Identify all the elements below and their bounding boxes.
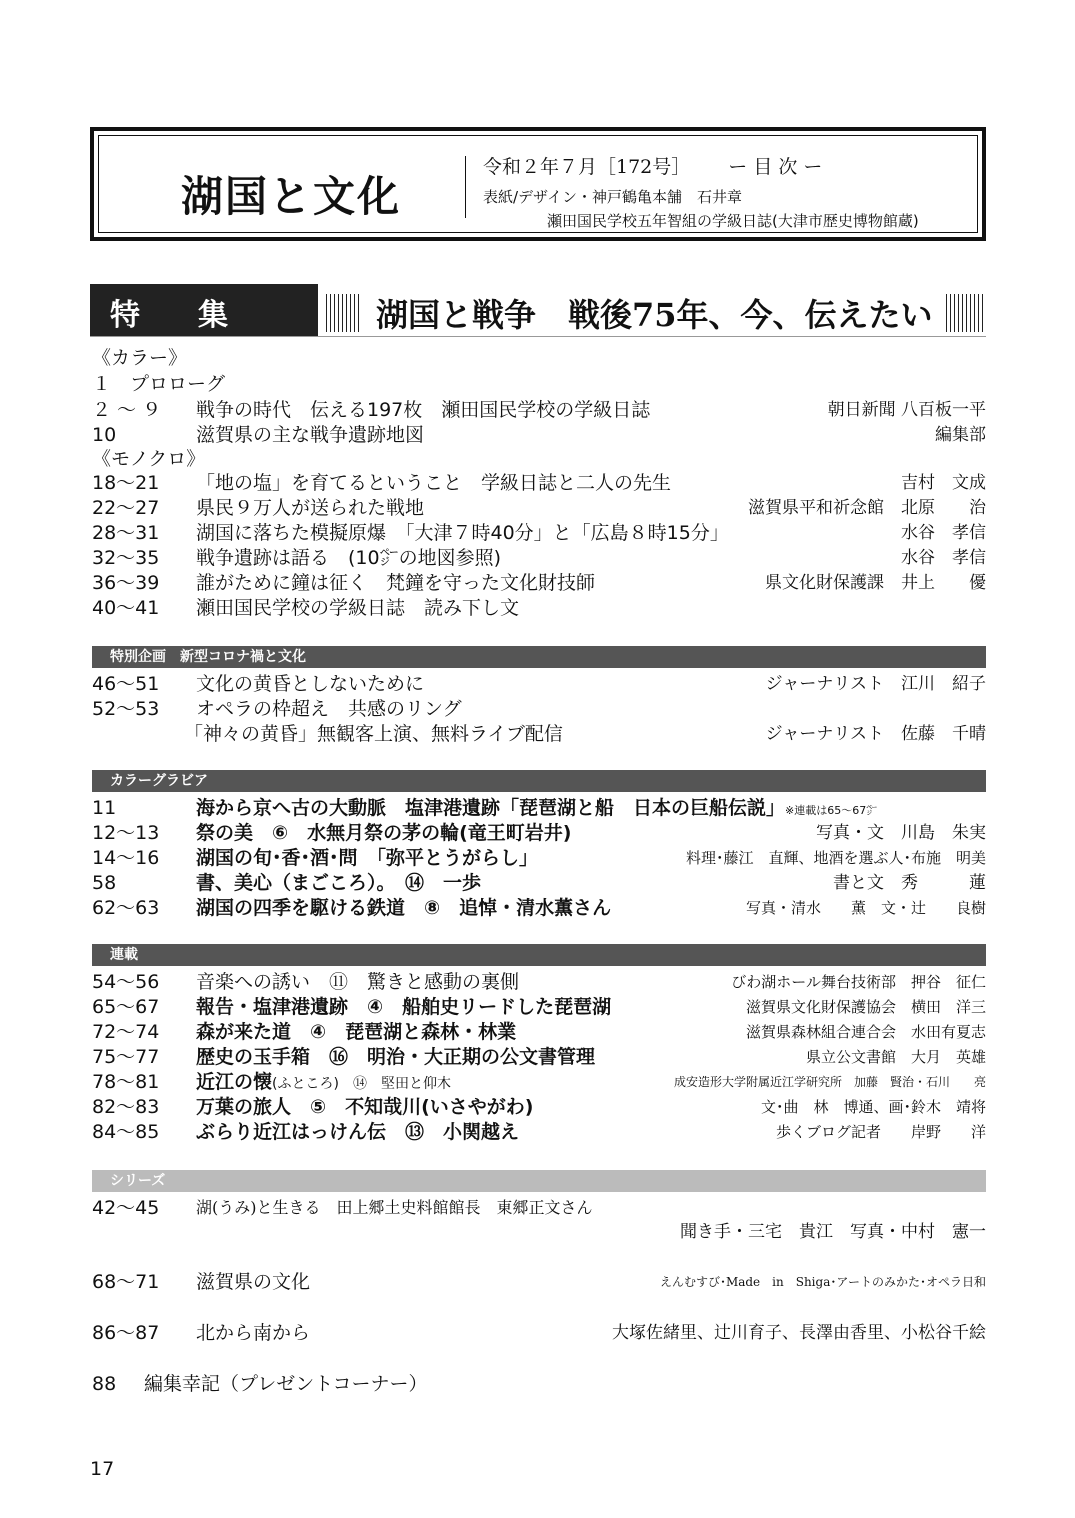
toc-row[interactable] bbox=[92, 423, 986, 447]
author: 滋賀県平和祈念館 北原 治 bbox=[748, 498, 986, 518]
page-range: 28～31 bbox=[92, 522, 160, 544]
toc-row[interactable] bbox=[92, 672, 986, 696]
page-range: 《カラー》 bbox=[92, 347, 188, 369]
author: 編集部 bbox=[935, 425, 986, 445]
page-range: 72～74 bbox=[92, 1021, 160, 1043]
toc-row[interactable] bbox=[92, 970, 986, 994]
author: 文･曲 林 博通、画･鈴木 靖将 bbox=[760, 1098, 986, 1116]
toc-row[interactable] bbox=[92, 1372, 986, 1396]
article-title: 滋賀県の文化 bbox=[196, 1271, 311, 1293]
article-title: 報告・塩津港遺跡 ④ 船舶史リードした琵琶湖 bbox=[196, 996, 612, 1018]
article-title: 書、美心（まごころ）。 ⑭ 一歩 bbox=[196, 872, 482, 894]
toc-row[interactable] bbox=[92, 722, 986, 746]
article-title: 万葉の旅人 ⑤ 不知哉川(いさやがわ) bbox=[196, 1096, 534, 1118]
toc-row[interactable] bbox=[92, 571, 986, 595]
toc-row[interactable] bbox=[92, 1045, 986, 1069]
section-header-serial: 連載 bbox=[92, 944, 986, 966]
author: ジャーナリスト 佐藤 千晴 bbox=[765, 724, 986, 744]
article-title: 森が来た道 ④ 琵琶湖と森林・林業 bbox=[196, 1021, 517, 1043]
author: 写真・文 川島 朱実 bbox=[816, 823, 986, 843]
page-range: 36～39 bbox=[92, 572, 160, 594]
hatch-right bbox=[946, 294, 986, 332]
author: えんむすび･Made in Shiga･アートのみかた･オペラ日和 bbox=[659, 1275, 986, 1289]
page-range: 65～67 bbox=[92, 996, 160, 1018]
article-title: 誰がために鐘は征く 梵鐘を守った文化財技師 bbox=[196, 572, 596, 594]
toc-row[interactable] bbox=[92, 398, 986, 422]
article-title: 音楽への誘い ⑪ 驚きと感動の裏側 bbox=[196, 971, 520, 993]
toc-row[interactable] bbox=[92, 796, 986, 820]
toc-row[interactable] bbox=[92, 1220, 986, 1244]
magazine-logo: 湖国と文化 bbox=[181, 172, 402, 221]
page-number: 17 bbox=[90, 1458, 115, 1480]
toc-row[interactable] bbox=[92, 521, 986, 545]
hatch-left bbox=[326, 294, 362, 332]
author: ジャーナリスト 江川 紹子 bbox=[765, 674, 986, 694]
article-title: 湖国の旬･香･酒･問 「弥平とうがらし」 bbox=[196, 847, 539, 869]
page-range: 22～27 bbox=[92, 497, 160, 519]
page-range: 32～35 bbox=[92, 547, 160, 569]
article-title: ぶらり近江はっけん伝 ⑬ 小関越え bbox=[196, 1121, 520, 1143]
page-range: 12～13 bbox=[92, 822, 160, 844]
page-range: 82～83 bbox=[92, 1096, 160, 1118]
article-title bbox=[144, 1372, 428, 1396]
page-range: 68～71 bbox=[92, 1271, 160, 1293]
toc-row[interactable] bbox=[92, 496, 986, 520]
page-range: 84～85 bbox=[92, 1121, 160, 1143]
section-header-special: 特別企画 新型コロナ禍と文化 bbox=[92, 646, 986, 668]
page-range: 18～21 bbox=[92, 472, 160, 494]
toc-row[interactable] bbox=[92, 697, 986, 721]
title-reading: (ふところ) bbox=[272, 1076, 339, 1092]
article-title: 戦争遺跡は語る (10㌻の地図参照) bbox=[196, 547, 502, 569]
author: 水谷 孝信 bbox=[901, 548, 986, 568]
toc-row[interactable] bbox=[92, 346, 986, 370]
author: 料理･藤江 直輝、地酒を選ぶ人･布施 明美 bbox=[685, 849, 986, 867]
page-range: 11 bbox=[92, 797, 117, 819]
article-title-text: 近江の懐 bbox=[196, 1071, 273, 1093]
article-subtitle: 「神々の黄昏」無観客上演、無料ライブ配信 bbox=[184, 723, 563, 745]
article-title-text: 編集幸記 bbox=[144, 1373, 221, 1395]
section-header-gravure: カラーグラビア bbox=[92, 770, 986, 792]
author: 朝日新聞 八百板一平 bbox=[827, 400, 986, 420]
toc-row[interactable] bbox=[92, 846, 986, 870]
author: 大塚佐緒里、辻川育子、長澤由香里、小松谷千絵 bbox=[612, 1323, 986, 1343]
author: 滋賀県文化財保護協会 横田 洋三 bbox=[745, 998, 986, 1016]
feature-tab: 特 集 bbox=[90, 284, 318, 336]
page-range: 58 bbox=[92, 872, 117, 894]
page-range: 88 bbox=[92, 1373, 117, 1395]
toc-row[interactable] bbox=[92, 995, 986, 1019]
title-note: （プレゼントコーナー） bbox=[220, 1373, 428, 1395]
masthead-box bbox=[90, 127, 986, 241]
article-title: 県民９万人が送られた戦地 bbox=[196, 497, 425, 519]
serial-note: ※連載は65～67㌻ bbox=[785, 804, 878, 817]
toc-row[interactable] bbox=[92, 1120, 986, 1144]
article-title: 祭の美 ⑥ 水無月祭の茅の輪(竜王町岩井) bbox=[196, 822, 572, 844]
article-title: 歴史の玉手箱 ⑯ 明治・大正期の公文書管理 bbox=[196, 1046, 596, 1068]
author: 滋賀県森林組合連合会 水田有夏志 bbox=[745, 1023, 986, 1041]
toc-row[interactable] bbox=[92, 1070, 986, 1094]
page-range: 40～41 bbox=[92, 597, 160, 619]
title-rest: ⑭ 堅田と仰木 bbox=[338, 1076, 451, 1092]
feature-rule bbox=[90, 336, 986, 337]
issue-line bbox=[483, 152, 822, 179]
page-range: 46～51 bbox=[92, 673, 160, 695]
article-title: 北から南から bbox=[196, 1322, 311, 1344]
toc-row[interactable] bbox=[92, 471, 986, 495]
author: 県立公文書館 大月 英雄 bbox=[805, 1048, 986, 1066]
page-range: 75～77 bbox=[92, 1046, 160, 1068]
page-range: 54～56 bbox=[92, 971, 160, 993]
toc-label: ー 目 次 ー bbox=[728, 156, 823, 178]
toc-row[interactable] bbox=[92, 1020, 986, 1044]
feature-title: 湖国と戦争 戦後75年、今、伝えたい bbox=[376, 296, 933, 334]
article-title: 湖国の四季を駆ける鉄道 ⑧ 追悼・清水薫さん bbox=[196, 897, 612, 919]
article-title: 滋賀県の主な戦争遺跡地図 bbox=[196, 424, 425, 446]
author: 聞き手・三宅 貴江 写真・中村 憲一 bbox=[680, 1222, 986, 1242]
article-title: 瀬田国民学校の学級日誌 読み下し文 bbox=[196, 597, 520, 619]
article-title: 「地の塩」を育てるということ 学級日誌と二人の先生 bbox=[196, 472, 672, 494]
page-range: 78～81 bbox=[92, 1071, 160, 1093]
page-range: ２ ～ ９ bbox=[92, 399, 162, 421]
toc-row[interactable] bbox=[92, 896, 986, 920]
author: 書と文 秀 蓮 bbox=[833, 873, 986, 893]
author: 歩くブログ記者 岸野 洋 bbox=[775, 1123, 986, 1141]
article-title: 戦争の時代 伝える197枚 瀬田国民学校の学級日誌 bbox=[196, 399, 651, 421]
author: 写真・清水 薫 文・辻 良樹 bbox=[745, 899, 986, 917]
toc-row[interactable] bbox=[92, 546, 986, 570]
toc-row[interactable] bbox=[92, 821, 986, 845]
toc-row[interactable] bbox=[92, 871, 986, 895]
page-range: 86～87 bbox=[92, 1322, 160, 1344]
toc-row[interactable] bbox=[92, 1196, 986, 1220]
cover-credit-1: 表紙/デザイン・神戸鶴亀本舗 石井章 bbox=[483, 188, 743, 206]
toc-row[interactable] bbox=[92, 1321, 986, 1345]
toc-row[interactable] bbox=[92, 447, 986, 471]
article-title-text: 海から京へ古の大動脈 塩津港遺跡「琵琶湖と船 日本の巨船伝説」 bbox=[196, 797, 786, 819]
masthead-inner-border bbox=[98, 135, 978, 233]
author: 成安造形大学附属近江学研究所 加藤 賢治・石川 亮 bbox=[673, 1075, 986, 1089]
toc-row[interactable] bbox=[92, 1095, 986, 1119]
article-title: 湖国に落ちた模擬原爆 「大津７時40分」と「広島８時15分」 bbox=[196, 522, 729, 544]
page-range: 《モノクロ》 bbox=[92, 448, 206, 470]
author: 吉村 文成 bbox=[901, 473, 986, 493]
article-title: オペラの枠超え 共感のリング bbox=[196, 698, 462, 720]
author: 県文化財保護課 井上 優 bbox=[765, 573, 986, 593]
toc-row[interactable] bbox=[92, 1270, 986, 1294]
issue-date: 令和２年７月［172号］ bbox=[483, 156, 691, 178]
cover-credit-2: 瀬田国民学校五年智組の学級日誌(大津市歴史博物館蔵) bbox=[547, 212, 919, 230]
page-range: 14～16 bbox=[92, 847, 160, 869]
page-range: 52～53 bbox=[92, 698, 160, 720]
author: 水谷 孝信 bbox=[901, 523, 986, 543]
author: びわ湖ホール舞台技術部 押谷 征仁 bbox=[731, 973, 986, 991]
page-range: 62～63 bbox=[92, 897, 160, 919]
page-range: 42～45 bbox=[92, 1197, 160, 1219]
article-title bbox=[196, 1070, 451, 1096]
toc-row[interactable] bbox=[92, 372, 986, 396]
page-range: １ プロローグ bbox=[92, 373, 226, 395]
article-title bbox=[196, 796, 877, 823]
page-range: 10 bbox=[92, 424, 117, 446]
masthead-divider bbox=[465, 156, 466, 218]
article-title: 湖(うみ)と生きる 田上郷土史料館館長 東郷正文さん bbox=[196, 1198, 593, 1217]
section-header-series: シリーズ bbox=[92, 1170, 986, 1192]
toc-row[interactable] bbox=[92, 596, 986, 620]
article-title: 文化の黄昏としないために bbox=[196, 673, 425, 695]
